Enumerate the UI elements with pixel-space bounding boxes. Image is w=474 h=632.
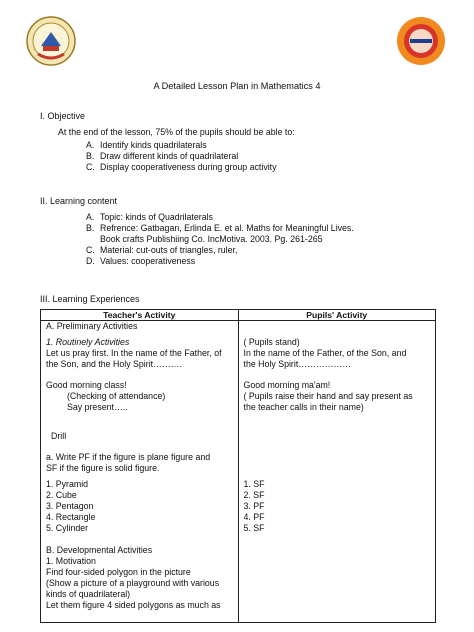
teacher-line: 1. Pyramid [46,479,89,489]
teacher-line: 5. Cylinder [46,523,89,533]
teacher-line: (Checking of attendance) [67,391,166,401]
teacher-line: 3. Pentagon [46,501,94,511]
objective-intro: At the end of the lesson, 75% of the pupils should be able to: [58,127,295,137]
content-item: B. Refrence: Gatbagan, Erlinda E. et al. Maths for Meaningful Lives. [86,223,354,233]
teacher-line: (Show a picture of a playground with various [46,578,220,588]
teacher-line: 2. Cube [46,490,77,500]
teacher-line: Let them figure 4 sided polygons as much as [46,600,221,610]
content-item: A. Topic: kinds of Quadrilaterals [86,212,213,222]
pupil-answer: 1. SF [243,479,265,489]
teacher-line: Good morning class! [46,380,127,390]
teacher-line: a. Write PF if the figure is plane figure and [46,452,211,462]
pupil-line: the teacher calls in their name) [243,402,364,412]
objective-heading: I. Objective [40,111,86,121]
badge-seal-logo [396,16,446,66]
content-item-continued: Book crafts Publishiing Co. IncMotiva. 2003. Pg. 261-265 [100,234,323,244]
activities-table [40,309,436,623]
teacher-line: 4. Rectangle [46,512,96,522]
teacher-line: SF if the figure is solid figure. [46,463,160,473]
pupil-line: In the name of the Father, of the Son, and [243,348,407,358]
pupil-line: ( Pupils raise their hand and say present as [243,391,413,401]
experiences-heading: III. Learning Experiences [40,294,140,304]
teacher-line: 1. Motivation [46,556,96,566]
pupil-line: ( Pupils stand) [243,337,300,347]
teacher-line: Say present….. [67,402,128,412]
objective-item: B. Draw different kinds of quadrilateral [86,151,239,161]
document-title: A Detailed Lesson Plan in Mathematics 4 [153,81,321,91]
prelim-heading: A. Preliminary Activities [46,321,138,331]
teacher-line: Find four-sided polygon in the picture [46,567,191,577]
teacher-line: the Son, and the Holy Spirit………. [46,359,182,369]
teacher-column-header: Teacher's Activity [41,310,239,321]
pupil-answer: 4. PF [243,512,265,522]
pupil-answer: 3. PF [243,501,265,511]
teacher-line: 1. Routinely Activities [46,337,130,347]
pupils-activity-cell [238,321,436,623]
badge-seal-icon [396,16,446,66]
content-item: C. Material: cut-outs of triangles, ruler, [86,245,238,255]
teacher-line: kinds of quadrilateral) [46,589,131,599]
school-seal-icon [26,16,76,66]
content-heading: II. Learning content [40,196,118,206]
objective-item: A. Identify kinds quadrilaterals [86,140,207,150]
pupil-answer: 2. SF [243,490,265,500]
teacher-line: B. Developmental Activities [46,545,153,555]
content-item: D. Values: cooperativeness [86,256,196,266]
pupils-column-header: Pupils' Activity [238,310,436,321]
teacher-line: Drill [51,431,67,441]
pupil-line: Good morning ma'am! [243,380,331,390]
objective-item: C. Display cooperativeness during group activity [86,162,277,172]
pupil-line: the Holy Spirit……………… [243,359,352,369]
pupil-answer: 5. SF [243,523,265,533]
teacher-activity-cell [41,321,239,623]
teacher-line: Let us pray first. In the name of the Father, of [46,348,222,358]
school-seal-logo [26,16,76,66]
